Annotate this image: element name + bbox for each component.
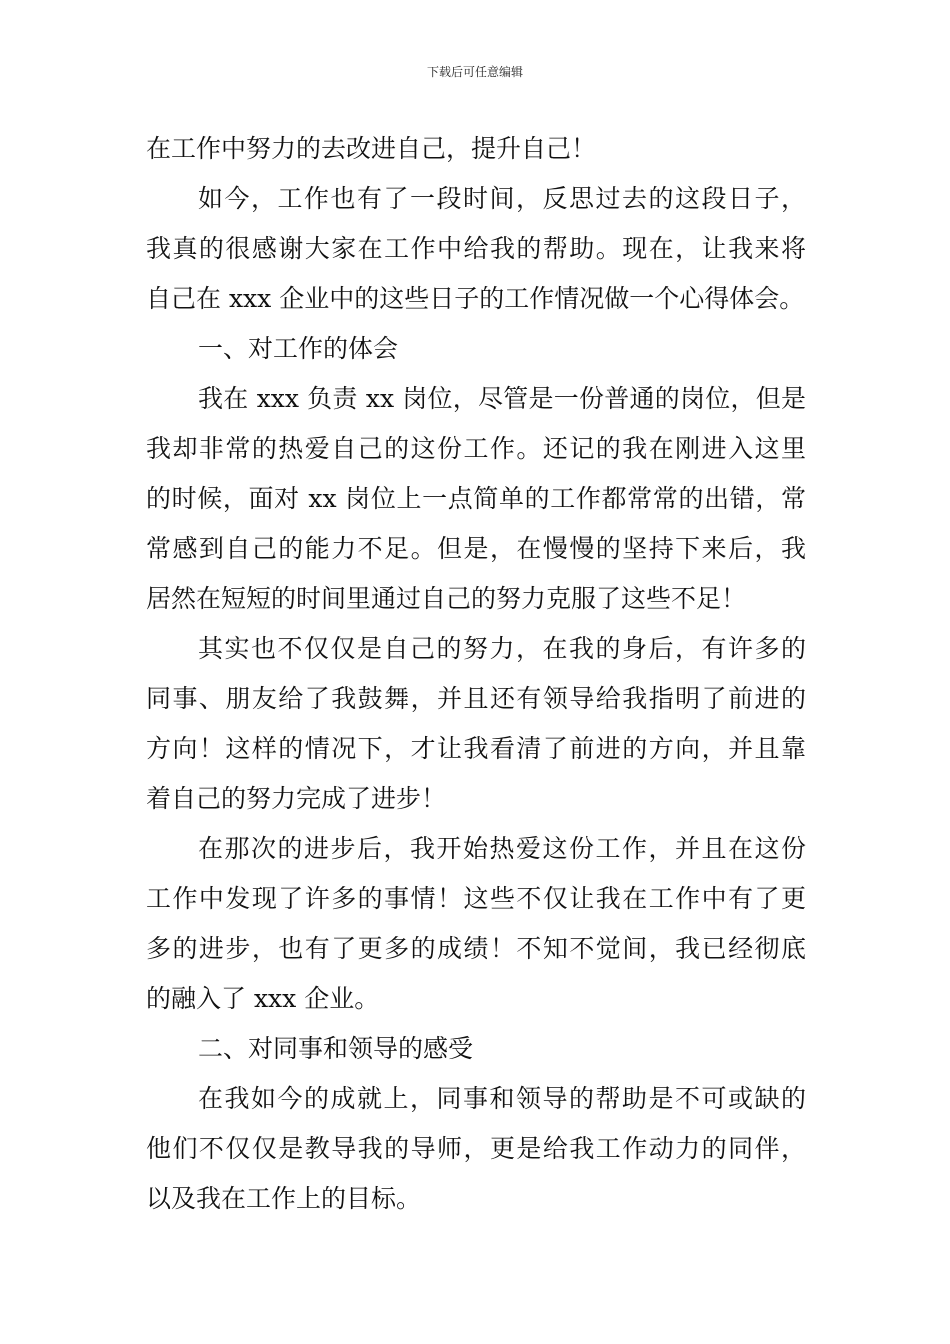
text-line: 如今，工作也有了一段时间，反思过去的这段日子， [198, 184, 806, 213]
text-line: 其实也不仅仅是自己的努力，在我的身后，有许多的 [198, 634, 806, 663]
section-heading: 二、对同事和领导的感受 [198, 1034, 474, 1063]
text-line: 的融入了 xxx 企业。 [146, 984, 380, 1013]
text-line: 着自己的努力完成了进步！ [146, 784, 447, 813]
text-line: 在我如今的成就上，同事和领导的帮助是不可或缺的 [198, 1084, 806, 1113]
text-line: 工作中发现了许多的事情！这些不仅让我在工作中有了更 [146, 884, 806, 913]
text-line: 的时候，面对 xx 岗位上一点简单的工作都常常的出错，常 [146, 484, 806, 513]
text-line: 在那次的进步后，我开始热爱这份工作，并且在这份 [198, 834, 806, 863]
page-header: 下载后可任意编辑 [426, 65, 523, 79]
text-line: 同事、朋友给了我鼓舞，并且还有领导给我指明了前进的 [146, 684, 806, 713]
text-line: 居然在短短的时间里通过自己的努力克服了这些不足！ [146, 584, 747, 613]
text-line: 常感到自己的能力不足。但是，在慢慢的坚持下来后，我 [146, 534, 806, 563]
text-line: 在工作中努力的去改进自己，提升自己！ [146, 134, 597, 163]
text-line: 我在 xxx 负责 xx 岗位，尽管是一份普通的岗位，但是 [198, 384, 806, 413]
section-heading: 一、对工作的体会 [198, 334, 399, 363]
text-line: 以及我在工作上的目标。 [146, 1184, 422, 1213]
text-line: 我却非常的热爱自己的这份工作。还记的我在刚进入这里 [146, 434, 806, 463]
text-line: 自己在 xxx 企业中的这些日子的工作情况做一个心得体会。 [146, 284, 805, 313]
text-line: 我真的很感谢大家在工作中给我的帮助。现在，让我来将 [146, 234, 806, 263]
text-line: 他们不仅仅是教导我的导师，更是给我工作动力的同伴， [146, 1134, 806, 1163]
text-line: 方向！这样的情况下，才让我看清了前进的方向，并且靠 [146, 734, 806, 763]
text-line: 多的进步，也有了更多的成绩！不知不觉间，我已经彻底 [146, 934, 806, 963]
document-body [146, 124, 806, 1224]
